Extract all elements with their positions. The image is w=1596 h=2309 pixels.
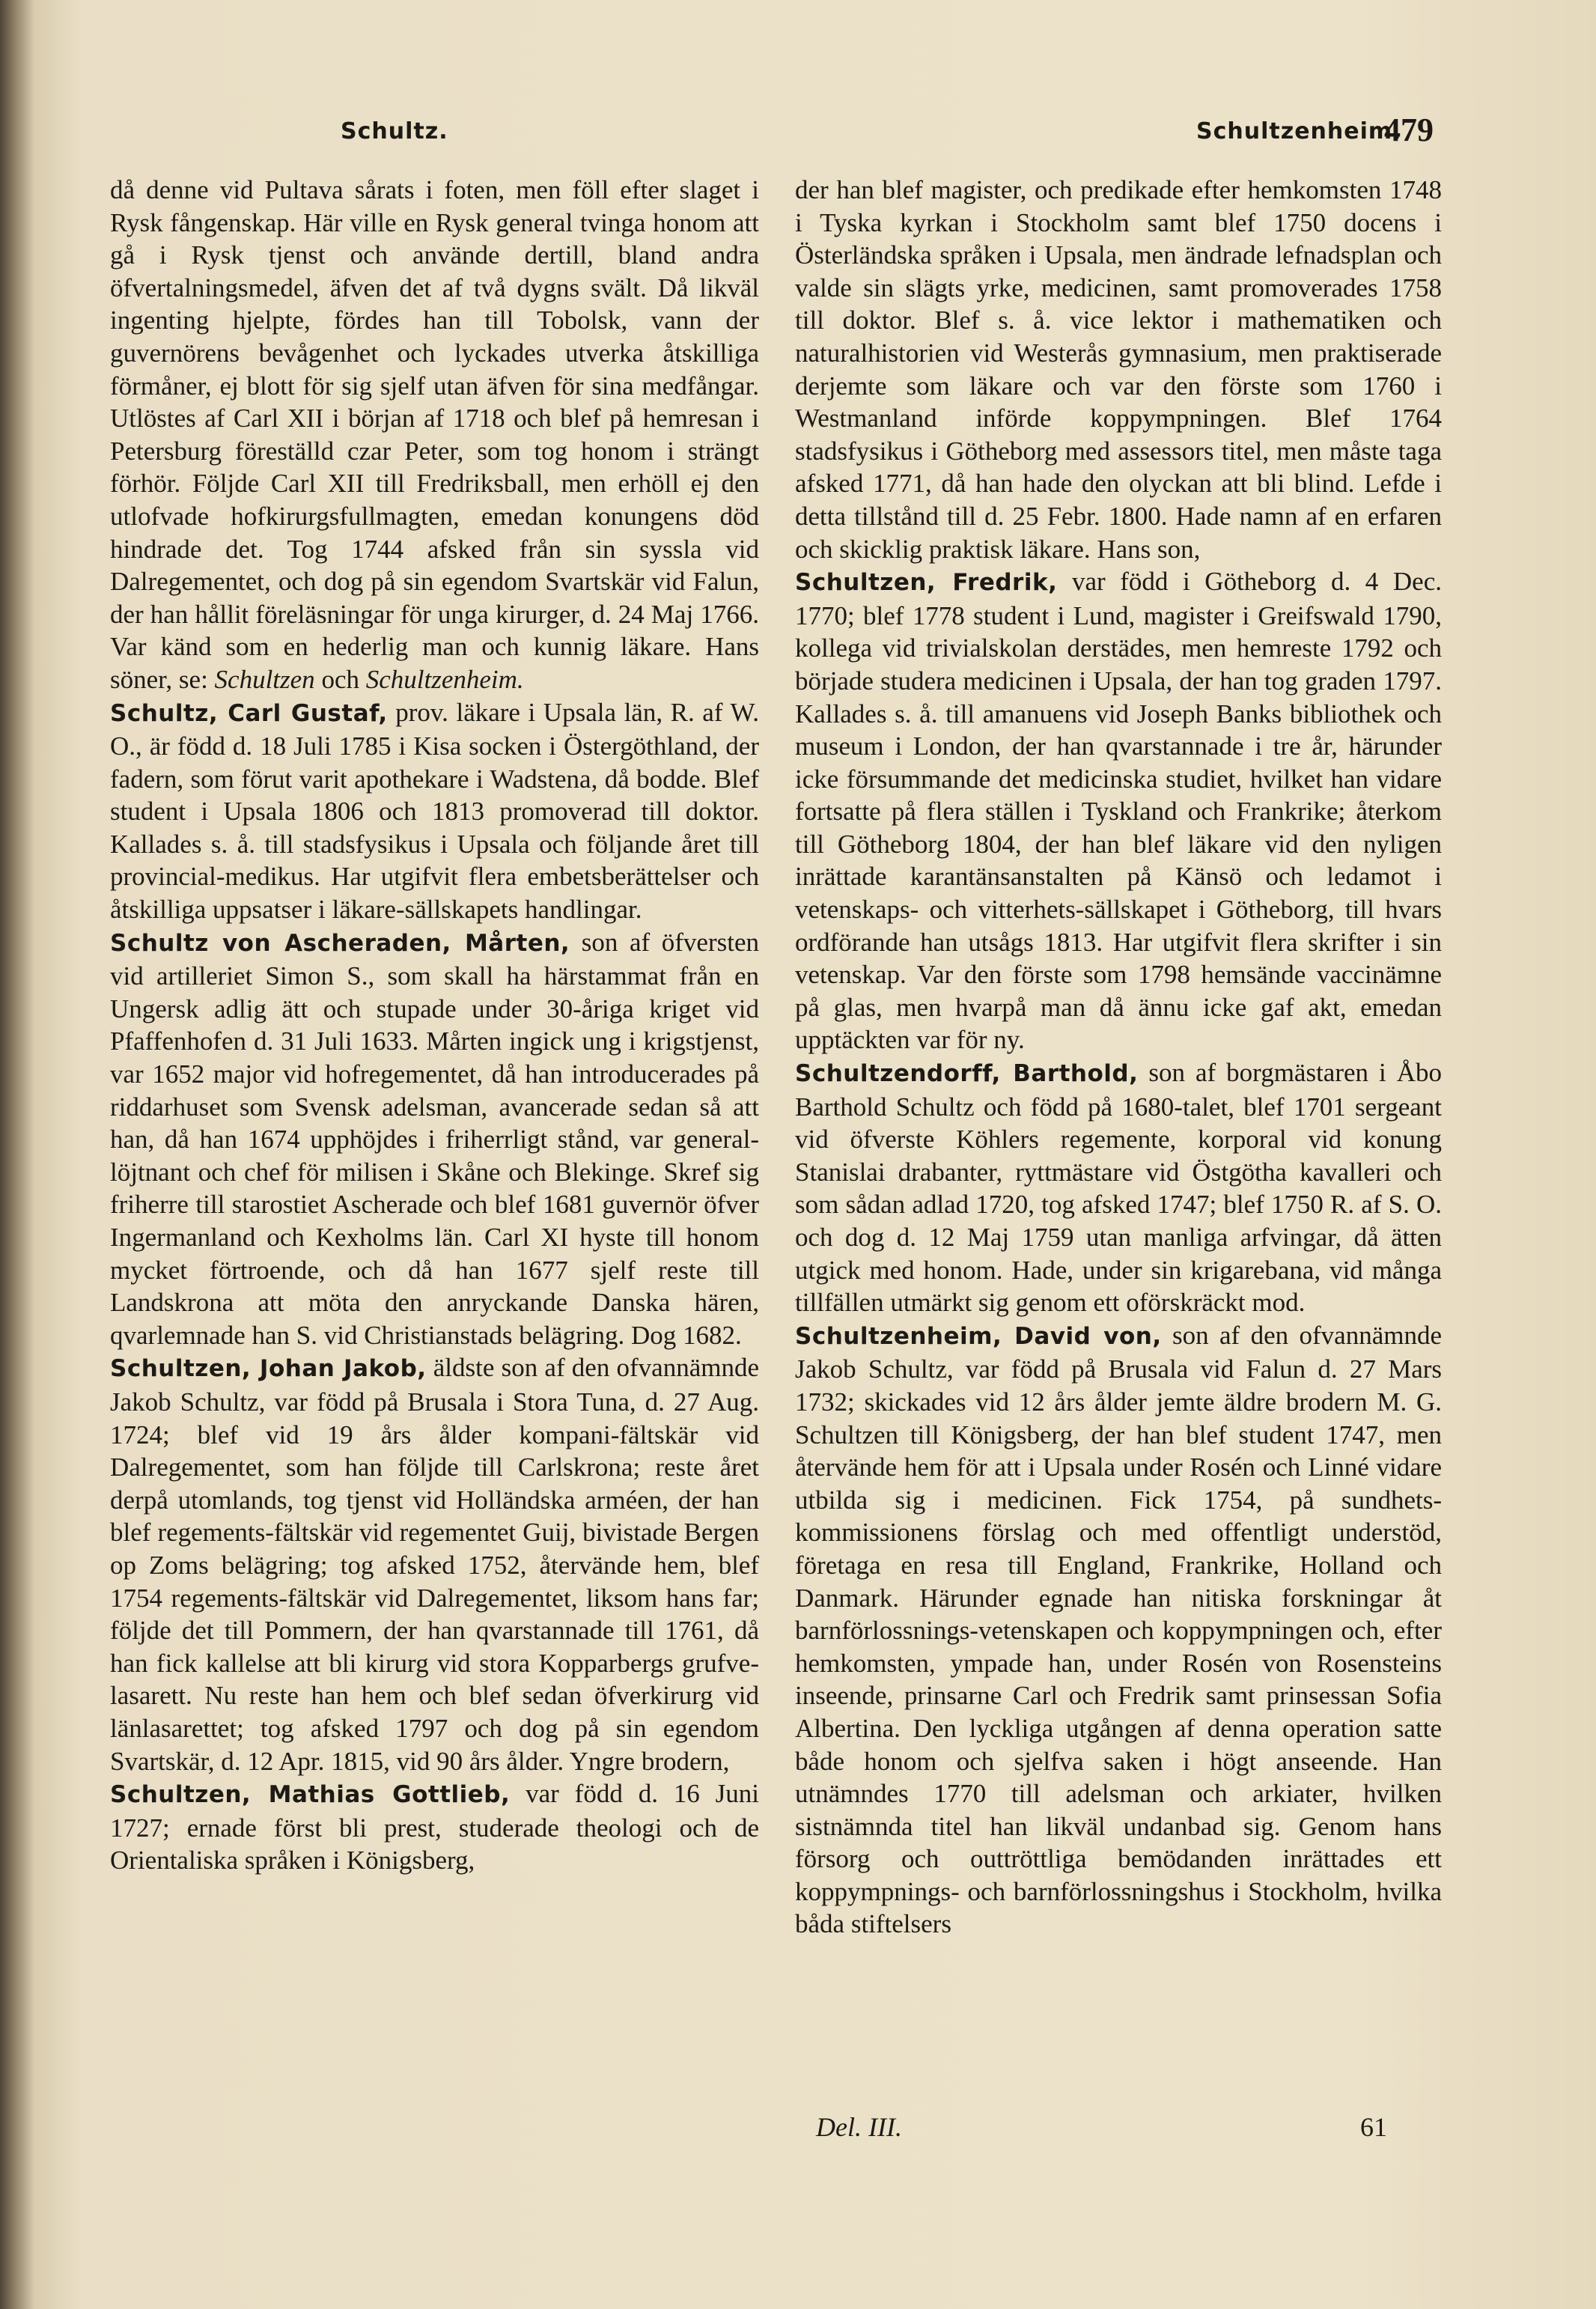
entry-text: son af den ofvannämnde Jakob Schultz, var född på Brusala vid Falun d. 27 Mars 1732; skickades vid 12 års ålder jemte äldre brodern M. G. Schultzen till Königsberg, der han blef student 1747, men återvände hem för att i Upsala under Rosén och Linné vidare utbilda sig i medicinen. Fick 1754, på sundhets-kommissionens förslag och med offentligt understöd, företaga en resa till England, Frankrike, Holland och Danmark. Härunder egnade han nitiska forskningar åt barnförlossnings-vetenskapen och koppympningen och, efter hemkomsten, ympade han, under Rosén von Rosensteins inseende, prinsarne Carl och Fredrik samt prinsessan Sofia Albertina. Den lyckliga utgången af denna operation satte både honom och sjelfva saken i högt anseende. Han utnämndes 1770 till adelsman och arkiater, hvilken sistnämnda titel han likväl undanbad sig. Genom hans försorg och outtröttliga bemödanden inrättades ett koppympnings- och barnförlossningshus i Stockholm, hvilka båda stiftelsers xyxy=(795,1320,1442,1939)
entry-headword: Schultzen, Mathias Gottlieb, xyxy=(110,1781,511,1809)
entry-headword: Schultzen, Fredrik, xyxy=(795,569,1058,597)
entry xyxy=(795,1056,1442,1319)
conjunction: och xyxy=(321,664,359,694)
entry-text: då denne vid Pultava sårats i foten, men föll efter slaget i Rysk fångenskap. Här ville en Rysk general tvinga honom att gå i Rysk tjenst och använde dertill, bland andra öfvertalningsmedel, äfven det af två dygns svält. Då likväl ingenting hjelpte, fördes han till Tobolsk, vann der guvernörens bevågenhet och lyckades utverka åtskilliga förmåner, ej blott för sig sjelf utan äfven för sina medfångar. Utlöstes af Carl XII i början af 1718 och blef på hemresan i Petersburg föreställd czar Peter, som tog honom i strängt förhör. Följde Carl XII till Fredriksball, men erhöll ej den utlofvade hofkirurgsfullmagten, emedan konungens död hindrade det. Tog 1744 afsked från sin syssla vid Dalregementet, och dog på sin egendom Svartskär vid Falun, der han hållit föreläsningar för unga kirurger, d. 24 Maj 1766. Var känd som en hederlig man och kunnig läkare. Hans söner, se: xyxy=(110,175,759,694)
entry-text: var född d. 16 Juni 1727; ernade först bli prest, studerade theologi och de Orientaliska språken i Königsberg, xyxy=(110,1779,760,1876)
entry xyxy=(110,1351,759,1777)
entry-text: der han blef magister, och predikade efter hemkomsten 1748 i Tyska kyrkan i Stockholm samt blef 1750 docens i Österländska språken i Upsala, men ändrade lefnadsplan och valde sin slägts yrke, medicinen, samt promoverades 1758 till doktor. Blef s. å. vice lektor i mathematiken och naturalhistorien vid Westerås gymnasium, men praktiserade derjemte som läkare och var den förste som 1760 i Westmanland införde koppympningen. Blef 1764 stadsfysikus i Götheborg med assessors titel, men måste taga afsked 1771, då han hade den olyckan att bli blind. Lefde i detta tillstånd till d. 25 Febr. 1800. Hade namn af en erfaren och skicklig praktisk läkare. Hans son, xyxy=(795,175,1442,564)
entry xyxy=(795,565,1442,1056)
volume-label: Del. III. xyxy=(816,2112,902,2142)
running-head-right: Schultzenheim. xyxy=(1196,118,1402,144)
cross-reference: Schultzen xyxy=(214,664,315,694)
entry-text: prov. läkare i Upsala län, R. af W. O., är född d. 18 Juli 1785 i Kisa socken i Östergöthland, der fadern, som förut varit apothekare i Wadstena, då bodde. Blef student i Upsala 1806 och 1813 promoverad till doktor. Kallades s. å. till stadsfysikus i Upsala och följande året till provincial-medikus. Har utgifvit flera embetsberättelser och åtskilliga uppsatser i läkare-sällskapets handlingar. xyxy=(110,697,760,925)
entry-text: var född i Götheborg d. 4 Dec. 1770; blef 1778 student i Lund, magister i Greifswald 1790, kollega vid trivialskolan derstädes, men hemreste 1792 och började studera medicinen i Upsala, der han tog graden 1797. Kallades s. å. till amanuens vid Joseph Banks bibliothek och museum i London, der han qvarstannade i tre år, härunder icke försummande det medicinska studiet, hvilket han vidare fortsatte på flera ställen i Tyskland och Frankrike; återkom till Götheborg 1804, der han blef läkare vid den nyligen inrättade karantänsanstalten på Känsö och ledamot i vetenskaps- och vitterhets-sällskapet i Götheborg, till hvars ordförande han utsågs 1813. Har utgifvit flera skrifter i sin vetenskap. Var den förste som 1798 hemsände vaccinämne på glas, men hvarpå man då ännu icke gaf akt, emedan upptäckten var för ny. xyxy=(795,567,1442,1055)
entry-text: äldste son af den ofvannämnde Jakob Schultz, var född på Brusala i Stora Tuna, d. 27 Aug. 1724; blef vid 19 års ålder kompani-fältskär vid Dalregementet, som han följde till Carlskrona; reste året derpå utomlands, tog tjenst vid Holländska arméen, der han blef regements-fältskär vid regementet Guij, bivistade Bergen op Zoms belägring; tog afsked 1752, återvände hem, blef 1754 regements-fältskär vid Dalregementet, liksom hans far; följde det till Pommern, der han qvarstannade till 1761, då han fick kallelse att bli kirurg vid stora Kopparbergs grufve-lasarett. Nu reste han hem och blef sedan öfverkirurg vid länlasarettet; tog afsked 1797 och dog på sin egendom Svartskär, d. 12 Apr. 1815, vid 90 års ålder. Yngre brodern, xyxy=(110,1353,760,1776)
entry xyxy=(110,926,759,1352)
left-column xyxy=(110,174,759,1877)
entry-headword: Schultzen, Johan Jakob, xyxy=(110,1355,427,1383)
entry-headword: Schultzendorff, Barthold, xyxy=(795,1060,1139,1088)
entry-headword: Schultzenheim, David von, xyxy=(795,1322,1162,1350)
entry-text: son af öfversten vid artilleriet Simon S., som skall ha härstammat från en Ungersk adlig ätt och stupade under 30-åriga kriget vid Pfaffenhofen d. 31 Juli 1633. Mårten ingick ung i krigstjenst, var 1652 major vid hofregementet, då han introducerades på riddarhuset som Svensk adelsman, avancerade sedan så att han, då han 1674 upphöjdes i friherrligt stånd, var general-löjtnant och chef för milisen i Skåne och Blekinge. Skref sig friherre till starostiet Ascherade och blef 1681 guvernör öfver Ingermanland och Kexholms län. Carl XI hyste till honom mycket förtroende, och då han 1677 sjelf reste till Landskrona att möta den anryckande Danska hären, qvarlemnade han S. vid Christianstads belägring. Dog 1682. xyxy=(110,927,759,1350)
entry xyxy=(110,1777,759,1877)
running-head-left: Schultz. xyxy=(341,118,448,144)
entry xyxy=(110,696,759,926)
entry-headword: Schultz von Ascheraden, Mårten, xyxy=(110,929,570,957)
signature-mark: 61 xyxy=(1360,2112,1387,2142)
entry xyxy=(795,1319,1442,1941)
entry-continuation xyxy=(110,174,759,696)
entry-text: son af borgmästaren i Åbo Barthold Schultz och född på 1680-talet, blef 1701 sergeant vid öfverste Köhlers regemente, korporal vid konung Stanislai drabanter, ryttmästare vid Östgötha kavalleri och som sådan adlad 1720, tog afsked 1747; blef 1750 R. af S. O. och dog d. 12 Maj 1759 utan manliga arfvingar, då ätten utgick med honom. Hade, under sin krigarebana, vid många tillfällen utmärkt sig genom ett oförskräckt mod. xyxy=(795,1058,1442,1318)
entry-continuation xyxy=(795,174,1442,565)
page-number: 479 xyxy=(1384,112,1434,148)
cross-reference: Schultzenheim. xyxy=(365,664,524,694)
right-column xyxy=(795,174,1442,1941)
entry-headword: Schultz, Carl Gustaf, xyxy=(110,699,388,727)
